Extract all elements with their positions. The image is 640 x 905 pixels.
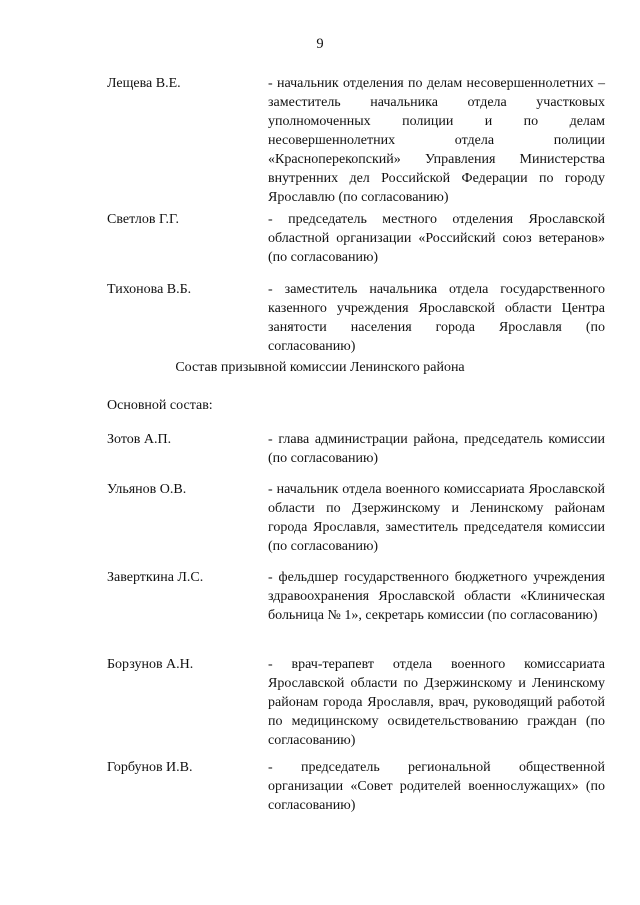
member-description: - начальник отдела военного комиссариата Ярославской области по Дзержинскому и Ленинскому районам города Ярославля, заместитель председателя комиссии (по согласованию) bbox=[268, 482, 605, 554]
member-name: Светлов Г.Г. bbox=[107, 212, 179, 227]
subsection-title: Основной состав: bbox=[107, 398, 213, 413]
member-description: - глава администрации района, председатель комиссии (по согласованию) bbox=[268, 432, 605, 466]
member-name: Тихонова В.Б. bbox=[107, 282, 192, 297]
member-name: Борзунов А.Н. bbox=[107, 657, 194, 672]
member-name: Ульянов О.В. bbox=[107, 482, 187, 497]
member-description: - председатель региональной общественной организации «Совет родителей военнослужащих» (по согласованию) bbox=[268, 760, 605, 813]
member-description: - председатель местного отделения Ярославской областной организации «Российский союз ветеранов» (по согласованию) bbox=[268, 212, 605, 265]
member-description: - врач-терапевт отдела военного комиссариата Ярославской области по Дзержинскому и Ленинскому районам города Ярославля, врач, руководящий работой по медицинскому освидетельствованию граждан (по согласованию) bbox=[268, 657, 605, 748]
member-name: Заверткина Л.С. bbox=[107, 570, 204, 585]
page-number: 9 bbox=[316, 36, 324, 52]
member-name: Горбунов И.В. bbox=[107, 760, 193, 775]
member-description: - заместитель начальника отдела государственного казенного учреждения Ярославской области Центра занятости населения города Ярославля (по согласованию) bbox=[268, 282, 605, 354]
member-name: Зотов А.П. bbox=[107, 432, 172, 447]
member-description: - фельдшер государственного бюджетного учреждения здравоохранения Ярославской области «Клиническая больница № 1», секретарь комиссии (по согласованию) bbox=[268, 570, 605, 623]
member-description: - начальник отделения по делам несовершеннолетних – заместитель начальника отдела участковых уполномоченных полиции и по делам несовершеннолетних отдела полиции «Красноперекопский» Управления Министерства внутренних дел Российской Федерации по городу Ярославлю (по согласованию) bbox=[268, 76, 605, 205]
member-name: Лещева В.Е. bbox=[107, 76, 181, 91]
section-title: Состав призывной комиссии Ленинского района bbox=[175, 360, 465, 375]
